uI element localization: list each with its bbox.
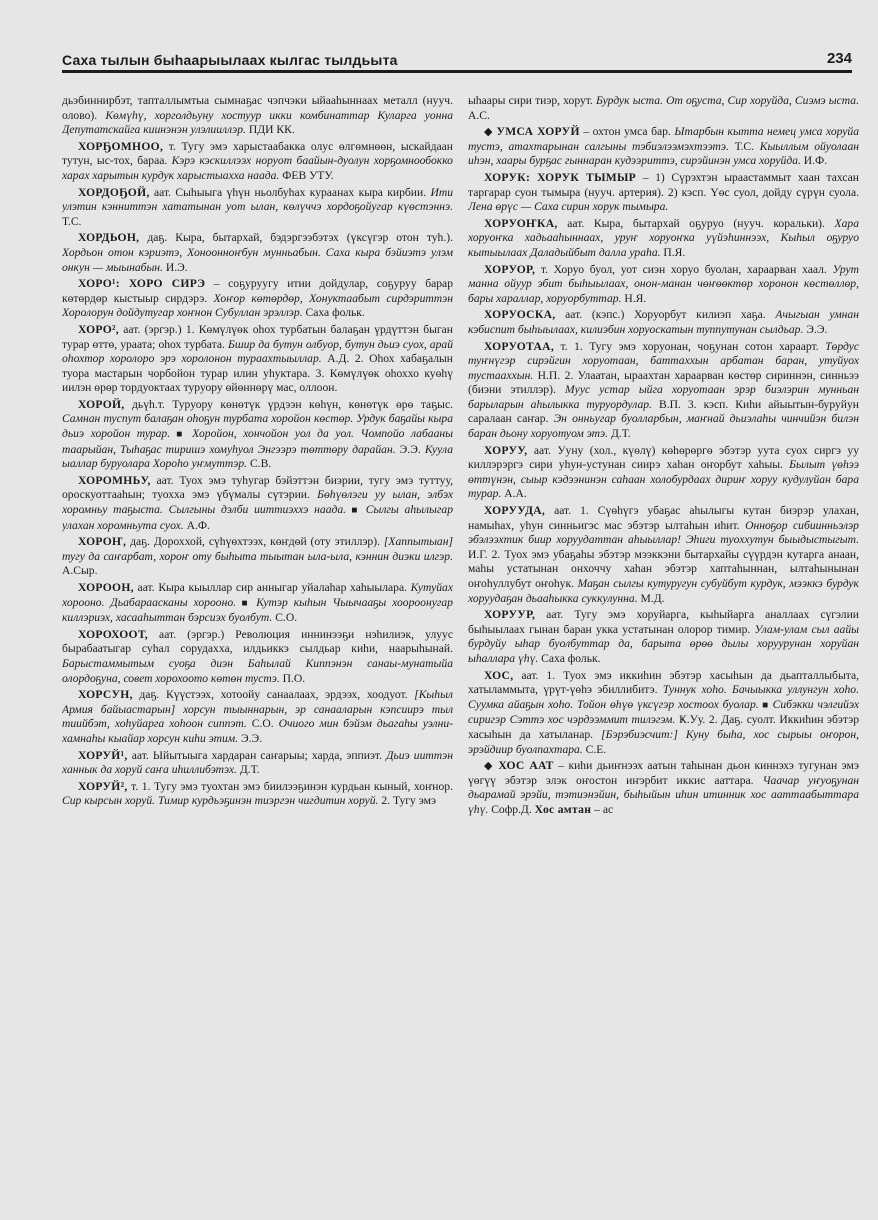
headword: ХОРУУДА, xyxy=(484,504,546,518)
dictionary-entry xyxy=(468,217,859,261)
entry-text: аат. 1. Сүөһүгэ убаҕас аһылыгы кутан биэрэр улахан, намыһах, уһун синньигэс мас эбэтэр ылтаһын иһит. xyxy=(468,504,859,532)
headword: ХОРУУ, xyxy=(484,443,528,457)
entry-text: – ас xyxy=(591,802,614,816)
headword: ХОРУК: ХОРУК ТЫМЫР xyxy=(484,170,637,184)
example-text: Сибэкки чэлгийэх сиригэр Сэттэ хос чэрдээммит тилэгэм. xyxy=(468,697,859,727)
entry-continuation xyxy=(62,94,453,138)
headword: ХОРУЙ¹, xyxy=(78,748,128,762)
example-text: Ити улэтин кэнниттэн хататынан уот ылан, көлүччэ хордоҕойугар күөстэннэ. xyxy=(62,185,453,214)
entry-text: аат. (эргэр.) Революция иннинээҕи нэһилиэк, улууc бырабаатыгар суһал сорудахха, илдьиккэ сылдьар киһи, наарыһынай. xyxy=(62,627,453,656)
example-text: Бөһүөлэги уу ылан, элбэх хоромньу таҕыста. Сылгыны дэлби ииттиэххэ наада. xyxy=(62,488,453,517)
entry-text: Т.С. xyxy=(62,214,82,228)
entry-text: Э.Э. xyxy=(803,322,828,336)
entry-text: И.Э. xyxy=(162,260,188,274)
entry-text: Э.Э. xyxy=(238,731,263,745)
example-text: Эн онньугар буолларбын, маҥнай дьиэлаһы чинчийэн билэн баран дьону хоруотуом этэ. xyxy=(468,412,859,441)
entry-text: П.О. xyxy=(279,671,306,685)
headword: ХОРУОТАА, xyxy=(484,339,555,353)
dictionary-entry xyxy=(62,749,453,778)
headword: ХОРУОР, xyxy=(484,262,536,276)
dictionary-entry xyxy=(62,231,453,275)
headword: ХОРУОСКА, xyxy=(484,308,556,322)
example-text: Лена өрүс — Саха сирин хорук тымыра. xyxy=(468,200,669,214)
example-text: Барыстаммытым суоҕа диэн Баһылай Киппэнэн санаы-мунатыйа олордоҕуна, совет хорохоото көтөн тустэ. xyxy=(62,656,453,685)
example-text: Төрдус туҥнүгэр сирэйгин хоруотаан, баттаххын арбатан баран, утуйуох тустааххын. xyxy=(468,339,859,382)
dictionary-entry xyxy=(62,688,453,746)
headword: ХОРДЬОН, xyxy=(78,231,140,245)
entry-text: Э.Э. xyxy=(395,442,425,456)
example-text: Кутуйах хорооно. Дьабараасканы хорооно. xyxy=(62,581,453,609)
example-text: Бурдук ыста. От оҕуста, Сир хоруйда, Сиэмэ ыста. xyxy=(595,94,859,107)
dictionary-entry xyxy=(62,780,453,809)
left-column xyxy=(62,94,453,1214)
entry-text: Н.Я. xyxy=(621,291,647,305)
entry-text: – соҕуруугу итии дойдулар, соҕуруу барар көтөрдөр кыстыыр сирдэрэ. xyxy=(62,277,453,305)
headword: ХОРО², xyxy=(78,322,120,336)
example-text: Көмүһү, хорголдьуну хостуур икки комбинаттар Куларга уонна Депутатскайга киинэнэн улэлииллэр. xyxy=(62,108,453,137)
headword: ХОРОМНЬУ, xyxy=(78,473,151,487)
entry-text: дьэбиннирбэт, тапталлымтыа сымнаҕас чэпчэки ыйааһыннаах металл (нууч. олово). xyxy=(62,94,453,122)
entry-text: ПДИ КК. xyxy=(245,123,295,137)
diamond-icon: ◆ xyxy=(484,760,499,773)
example-text: Куула ыаллар буруолара Хороһо уҥмуттэр. xyxy=(62,442,453,471)
example-text: Кэрэ кэскиллээх норуот баайын-дуолун хорҕомнообокко харах харытын курдук харыстыахха наада. xyxy=(62,154,453,182)
dictionary-entry xyxy=(62,186,453,230)
headword: ХОРУЙ², xyxy=(78,779,128,793)
entry-text: С.О. xyxy=(246,717,279,731)
headword: Хос амтан xyxy=(534,802,592,816)
entry-text: А.С. xyxy=(468,108,490,122)
entry-text: Саха фольк. xyxy=(538,651,601,665)
example-text: Сылгы аһылыгар улахан хоромньута суох. xyxy=(62,503,453,532)
example-text: Чаачар уҥуоҕунан дьарамай эрэйи, тэтиэнэйин, быһыйын иһин итинник хос ааттаабыттара үһү. xyxy=(468,773,859,816)
entry-text: – 1) Сүрэхтэн ыраастаммыт хаан тахсан таргарар суон тымыра (нууч. артерия). 2) кэсп. Үөс суол, дойду сүрүн суола. xyxy=(468,170,859,199)
example-text: Очиого мин бэйэм дьагаһы уэлни-хамнаһы кыайар хорсун киһи этим. xyxy=(62,717,453,745)
entry-text: т. Тугу эмэ харыстаабакка олус өлгөмнөөн, ыскайдаан тутун, ыс-тох, бараа. xyxy=(62,139,453,168)
right-column xyxy=(468,94,859,1214)
entry-text: 2. Тугу эмэ xyxy=(378,794,437,808)
dictionary-entry xyxy=(468,608,859,666)
entry-text: т. 1. Тугу эмэ туохтан эмэ биилээҕинэн курдьан кыный, хоҥнор. xyxy=(127,779,453,793)
dictionary-entry xyxy=(62,628,453,686)
headword: ХОРҔОМНОО, xyxy=(78,139,164,153)
dictionary-entry xyxy=(62,581,453,626)
entry-text: ыһаары сири тиэр, хорут. xyxy=(468,94,596,107)
entry-text: Саха фольк. xyxy=(302,306,365,320)
headword: ХОРОХООТ, xyxy=(78,627,148,641)
example-text: Былыт үөһээ өттүнэн, сыыр кэдээнинэн саһаан холобурдаах дириҥ хоруу кудулуйан бара турар. xyxy=(468,458,859,501)
headword: ХОРУОҤКА, xyxy=(484,216,558,230)
dictionary-entry xyxy=(62,398,453,472)
dictionary-entry xyxy=(468,504,859,606)
entry-text: С.О. xyxy=(272,611,298,625)
headword: ХОРОҤ, xyxy=(78,535,127,549)
entry-text: В.П. 3. кэсп. Киһи айыытын-буруйун саралаан саҥар. xyxy=(468,397,859,426)
example-text: Онноҕор сибиинньэлэр эбэлээхтик биир хоруудаттан аһыыллар! Эһиги туоххутун быыдыстыгыт. xyxy=(468,518,859,547)
headword: ХОРОЙ, xyxy=(78,397,125,411)
example-text: Туннук хоһо. Бачыыкка уллунгун хоһо. Суумка айаҕын хоһо. Тойон өһүө үксүгэр хостоох буолар. xyxy=(468,683,859,711)
entry-text: аат. (эргэр.) 1. Көмүлүөк оһох турбатын балаҕан үрдүттэн быган турар өттө, ураата; оһох турбата. xyxy=(62,322,453,351)
dictionary-entry xyxy=(468,340,859,442)
square-bullet-icon: ■ xyxy=(758,699,773,711)
dictionary-entry xyxy=(468,171,859,215)
dictionary-entry xyxy=(468,263,859,307)
headword: ХОС, xyxy=(484,668,514,682)
headword: ХОРУУР, xyxy=(484,608,536,622)
example-text: [Бэрэбиэсчит:] Куну быһа, хос сырыы оҥорон, эрэйдиир буолпахтара. xyxy=(468,727,859,756)
example-text: Хара хоруоҥка хадьааһыннаах, уруҥ хоруоҥка уүйэһиннээх, Кыһыл оҕуруо кытыылаах Даладыйбыт далла ураһа. xyxy=(468,216,859,259)
page-header xyxy=(62,50,852,72)
entry-text: т. 1. Тугу эмэ хоруонан, чоҕунан сотон хараарт. xyxy=(554,339,826,353)
entry-text: И.Г. 2. Туох эмэ убаҕаһы эбэтэр мээккэни бытархайы сүүрдэн кутарга анаан, маһы устатынан онхоччу хаһан эбэтэр хаптаһыннан, ылтаһынынан оҥоһуллубут оҥоһук. xyxy=(468,547,859,590)
entry-text: – охтон умса бар. xyxy=(579,125,675,139)
entry-text: ФЕВ УТУ. xyxy=(279,168,334,182)
entry-text: А.А. xyxy=(501,487,527,501)
running-title: Саха тылын быһаарыылаах кылгас тылдьыта xyxy=(62,52,398,68)
example-text: [Кыһыл Армия байыастарын] хорсун тыыннарын, эр санааларын кэпсиирэ тыл тиийбэт, хоһуйарга хоһоон сиппэт. xyxy=(62,688,453,731)
entry-text: И.Ф. xyxy=(800,154,828,168)
dictionary-entry xyxy=(62,140,453,184)
entry-text: аат. Ыйытыыга хардаран саҥарыы; харда, эппиэт. xyxy=(127,748,387,762)
dictionary-entry xyxy=(62,474,453,533)
example-text: Хордьон отон кэриэтэ, Хоноонноҥбун мунньабын. Саха кыра бэйиэтэ улэм онкун — мыынабын. xyxy=(62,245,453,274)
page-number: 234 xyxy=(826,50,852,67)
entry-text: аат. Кыра, бытархай оҕуруо (нууч. коральки). xyxy=(557,216,835,230)
example-text: Улам-улам сыл аайы бурдуйу ыһар буолбуттар да, барыта өрөө дылы хоруурунан хоруйан ыһаллара үһү. xyxy=(468,622,859,665)
header-rule xyxy=(62,70,852,73)
example-text: Урут манна ойуур эбит быһыылаах, онон-манан чөҥөөктөр хоронон көстөллөр, бары хараллар, хоруорбуттар. xyxy=(468,262,859,305)
headword: ХОРДОҔОЙ, xyxy=(78,185,150,199)
dictionary-entry xyxy=(62,535,453,579)
entry-text: т. Хоруо буол, уот сиэн хоруо буолан, хараарван хаал. xyxy=(535,262,833,276)
entry-text: Н.П. 2. Улаатан, ыраахтан хараарван көстөр сириннэн, синньээ (биэни этиллэр). xyxy=(468,368,859,397)
dictionary-entry xyxy=(62,323,453,396)
diamond-icon: ◆ xyxy=(484,126,497,139)
headword: УМСА ХОРУЙ xyxy=(496,125,580,139)
example-text: Хоҥор көтөрдөр, Хонуктаабыт сирдэриттэн Хоролорун дойдутугар хоҥнон Субуллан эрэллэр. xyxy=(62,291,453,320)
square-bullet-icon: ■ xyxy=(170,429,193,441)
dictionary-entry xyxy=(62,277,453,321)
entry-text: дьүһ.т. Туруору көнөтүк үрдээн көһүн, көнөтүк өрө таҕыс. xyxy=(124,397,453,411)
dictionary-entry xyxy=(468,125,859,169)
entry-text: С.Е. xyxy=(582,742,607,756)
entry-text: Софр.Д. xyxy=(488,802,535,816)
entry-text: С.В. xyxy=(247,457,272,471)
example-text: Муус устар ыйга хоруотаан эрэр биэлэрин мунньан барыларын аһылыкка туруордулар. xyxy=(468,383,859,411)
headword: ХОС ААТ xyxy=(498,759,554,773)
entry-text: аат. Кыра кыыллар сир анныгар уйалаһар хаһыылара. xyxy=(133,581,411,594)
example-text: Кутэр кыһын Чыычааҕы хоороонугар киллэриэх, хасааһыттан бэрсиэх буолбут. xyxy=(62,595,453,625)
entry-text: Т.С. xyxy=(728,139,760,153)
dictionary-entry xyxy=(468,308,859,337)
entry-text: даҕ. Кыра, бытархай, бэдэргээбэтэх (үксүгэр отон туһ.). xyxy=(139,231,453,245)
entry-text: даҕ. Күүстээх, хотоойу санаалаах, эрдээх, хоодуот. xyxy=(132,688,415,702)
headword: ХОРО¹: ХОРО СИРЭ xyxy=(78,277,206,291)
entry-text: Д.Т. xyxy=(236,763,260,777)
entry-text: аат. Ууну (хол., күөлү) көһөрөргө эбэтэр уута суох сиргэ уу киллэрэргэ сири уһун-устунан сиирэ хаһан оҥорбут хаһыы. xyxy=(468,443,859,472)
entry-text: аат. 1. Туох эмэ иккиһин эбэтэр хасыһын да дьапталлыбыта, хатыламмыта, үрүт-үөһэ эбиллибитэ. xyxy=(468,668,859,697)
entry-text: П.Я. xyxy=(660,245,686,259)
dictionary-entry xyxy=(468,444,859,502)
example-text: Ачыгыан умнан кэбиспит быһыылаах, килиэбин хоруоскатын туппутунан сылдьар. xyxy=(468,308,859,336)
entry-text: М.Д. xyxy=(637,591,665,605)
entry-continuation xyxy=(468,94,859,123)
entry-text: Д.Т. xyxy=(608,427,631,441)
entry-text: А.Ф. xyxy=(183,518,210,532)
example-text: Дьиэ ииттэн ханнык да хоруй саҥа иһиллибэтэх. xyxy=(62,748,453,777)
entry-text: – киһи дьиҥнээх аатын таһынан дьон киннэхэ тугунан эмэ үөгүү эбэтэр элэк оҥостон иҥэрбит иккис ааттара. xyxy=(468,759,859,787)
example-text: [Хаппытыан] тугу да саҥарбат, хороҥ оту быһыта тыытан ыла-ыла, кэннин диэки илгэр. xyxy=(62,535,453,563)
example-text: Кыыллым ойуолаан иһэн, хаары бурҕас гыннаран кудээриттэ, сирэйинэн умса хоруйда. xyxy=(468,139,859,168)
entry-text: А.Д. 2. Оһох хабаҕалын туора мастарын чорбойон турар илин уһуктара. 3. Көмүлүөк оһоххо куөһү иилэн өрөр тордуоктаах туруору өйөннөрү мас, оллоон. xyxy=(62,352,453,395)
square-bullet-icon: ■ xyxy=(346,505,366,517)
example-text: Ытарбын кытта немец умса хоруйа тустэ, атахтарынан салгыны тэбиэлээмэхтээтэ. xyxy=(468,125,859,153)
example-text: Самнан туспут балаҕан оһоҕун турбата хоройон көстөр. Урдук баҕайы кыра дьиэ хоройон турар. xyxy=(62,412,453,441)
example-text: Сир кырсын хоруй. Тимир курдьэҕинэн тиэргэн чигдитин хоруй. xyxy=(62,794,379,808)
example-text: Хоройон, хончойон уол да уол. Чомпойо лабааны таарыйан, Тыһаҕас тиришэ хомуһуол Энгээрэ төттөру дарайан. xyxy=(62,427,453,456)
example-text: Бшир да бутун олбуор, бутун дьиэ суох, арай оһохтор хоролоро эрэ хоролонон тураахтыыллар. xyxy=(62,337,453,366)
dictionary-entry xyxy=(468,669,859,758)
entry-text: Ҝ.Уу. 2. Даҕ. суолт. Иккиһин эбэтэр хасыһын да хатыланар. xyxy=(468,713,859,741)
square-bullet-icon: ■ xyxy=(236,597,257,609)
entry-text: аат. Туох эмэ туһугар бэйэттэн биэрии, тугу эмэ туттуу, ороскуоттааһын; туохха эмэ үбүмалы сүтэрии. xyxy=(62,473,453,502)
entry-text: аат. Сыһыыга үһүн ньолбуһах кураанах кыра кирбии. xyxy=(149,185,431,199)
entry-text: А.Сыр. xyxy=(62,564,98,578)
entry-text: аат. Тугу эмэ хоруйарга, кыһыйарга аналлаах сүгэлии быһыылаах гынан баран укка устатынан олорор тимир. xyxy=(468,608,859,636)
headword: ХОРСУН, xyxy=(78,688,133,702)
entry-text: даҕ. Дороххой, сүһүөхтээх, көҥдөй (оту этиллэр). xyxy=(126,535,384,549)
dictionary-entry xyxy=(468,759,859,817)
headword: ХОРООН, xyxy=(78,581,134,594)
entry-text: аат. (кэпс.) Хоруорбут килиэп хаҕа. xyxy=(555,308,776,322)
example-text: Маҕан сылгы кутуругун субуйбут курдук, мээккэ бурдук хоруудаҕан дьааһыкка суккулунна. xyxy=(468,577,859,605)
